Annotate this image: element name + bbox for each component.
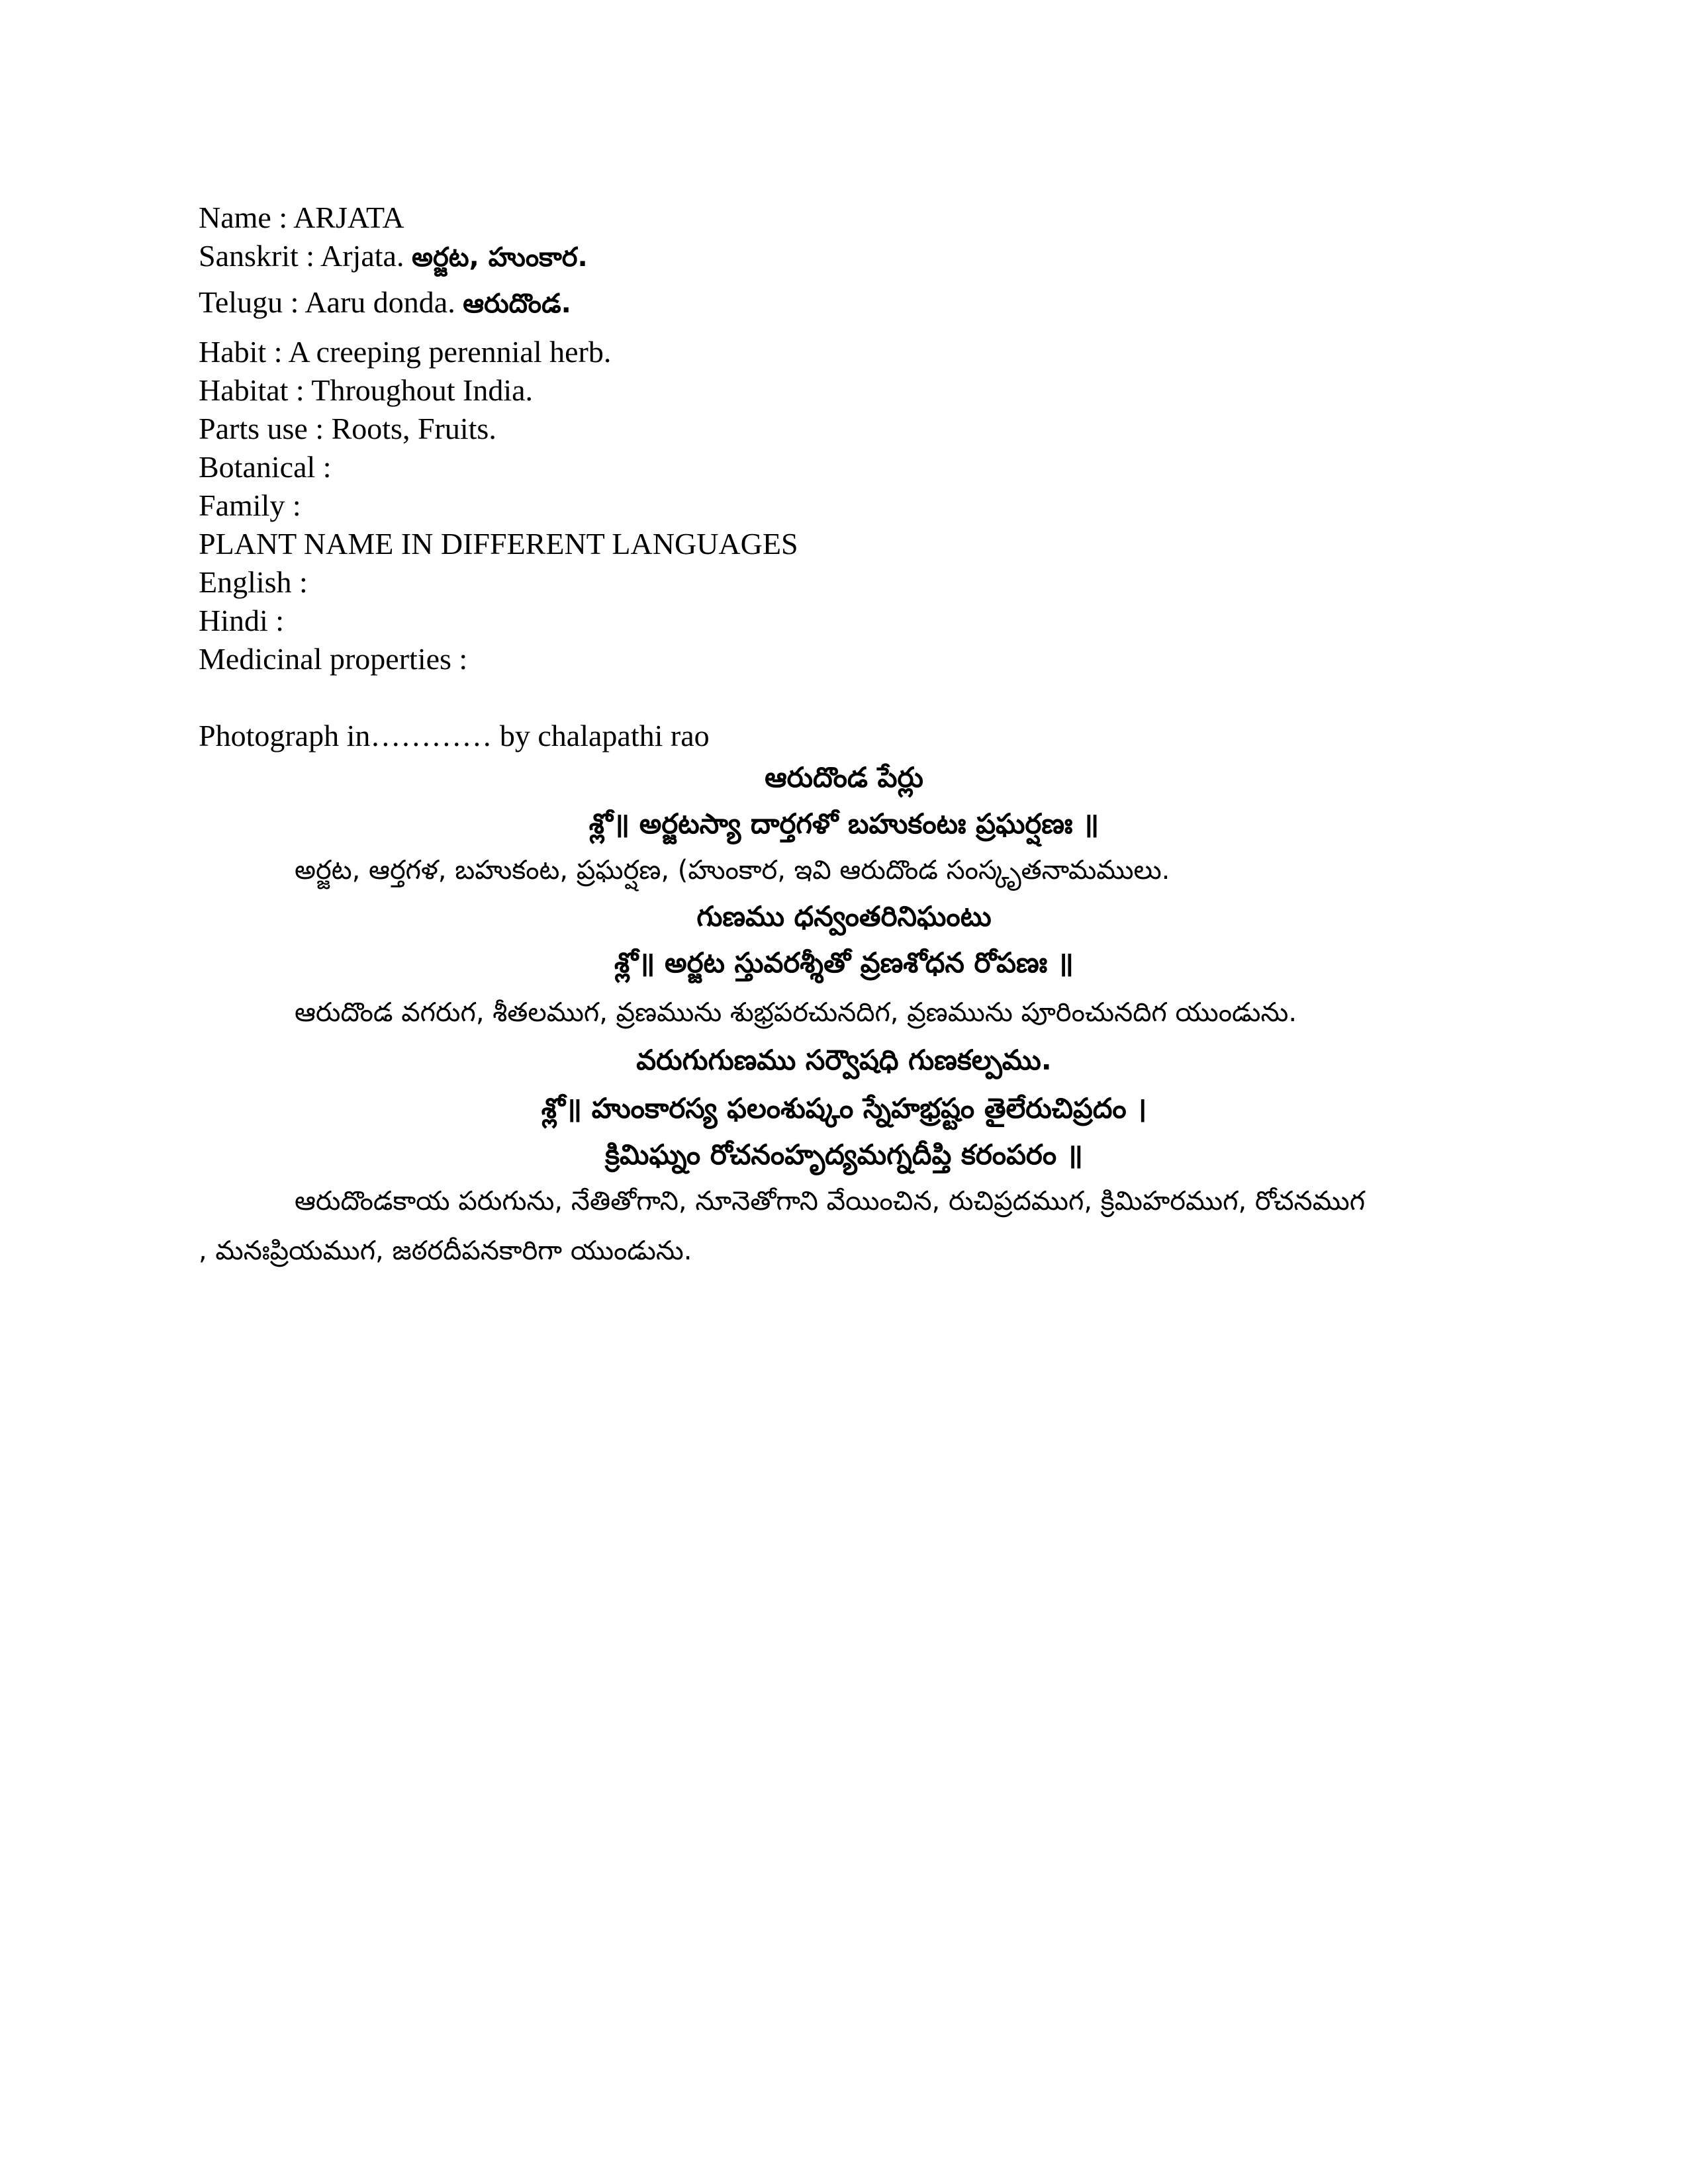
english-field: English : [199, 565, 308, 599]
botanical-field: Botanical : [199, 450, 332, 484]
telugu-field [199, 283, 571, 323]
paragraph-3-line-2: , మనఃప్రియముగ, జఠరదీపనకారిగా యుండును. [199, 1236, 692, 1266]
sloka-2: శ్లో॥ అర్జట స్తువరశ్శీతో వ్రణశోధన రోపణః ॥ [614, 946, 1074, 979]
sloka-3-line-1: శ్లో॥ హుంకారస్య ఫలంశుష్కం స్నేహభ్రష్టం తైలేరుచిప్రదం । [541, 1092, 1147, 1124]
parts-use-field: Parts use : Roots, Fruits. [199, 412, 496, 445]
sanskrit-telugu-text: అర్జట, హుంకార. [411, 242, 588, 273]
sanskrit-label: Sanskrit : Arjata. [199, 239, 412, 273]
sloka-1: శ్లో॥ అర్జటస్యా దార్తగళో బహుకంటః ప్రఘర్షణః ॥ [588, 807, 1100, 840]
languages-heading: PLANT NAME IN DIFFERENT LANGUAGES [199, 527, 798, 561]
habitat-field: Habitat : Throughout India. [199, 373, 534, 407]
family-field: Family : [199, 488, 301, 522]
sanskrit-field [199, 237, 588, 277]
guna-heading: గుణము ధన్వంతరినిఘంటు [696, 900, 992, 933]
hindi-field: Hindi : [199, 604, 285, 637]
photograph-credit: Photograph in………… by chalapathi rao [199, 719, 710, 752]
name-field: Name : ARJATA [199, 201, 404, 234]
names-heading: ఆరుదొండ పేర్లు [765, 761, 923, 794]
telugu-telugu-text: ఆరుదొండ. [463, 289, 571, 319]
habit-field: Habit : A creeping perennial herb. [199, 335, 612, 369]
medicinal-properties-field: Medicinal properties : [199, 642, 468, 676]
paragraph-1: అర్జట, ఆర్తగళ, బహుకంట, ప్రఘర్షణ, (హుంకార, ఇవి ఆరుదొండ సంస్కృతనామములు. [295, 855, 1170, 886]
paragraph-2: ఆరుదొండ వగరుగ, శీతలముగ, వ్రణమును శుభ్రపరచునదిగ, వ్రణమును పూరించునదిగ యుండును. [295, 997, 1297, 1028]
paragraph-3-line-1: ఆరుదొండకాయ పరుగును, నేతితోగాని, నూనెతోగాని వేయించిన, రుచిప్రదముగ, క్రిమిహరముగ, రోచనముగ [295, 1186, 1366, 1216]
varugu-heading: వరుగుగుణము సర్వౌషధి గుణకల్పము. [636, 1044, 1052, 1076]
telugu-label: Telugu : Aaru donda. [199, 285, 463, 319]
sloka-3-line-2: క్రిమిఘ్నం రోచనంహృద్యమగ్నదీప్తి కరంపరం ॥ [605, 1138, 1083, 1171]
